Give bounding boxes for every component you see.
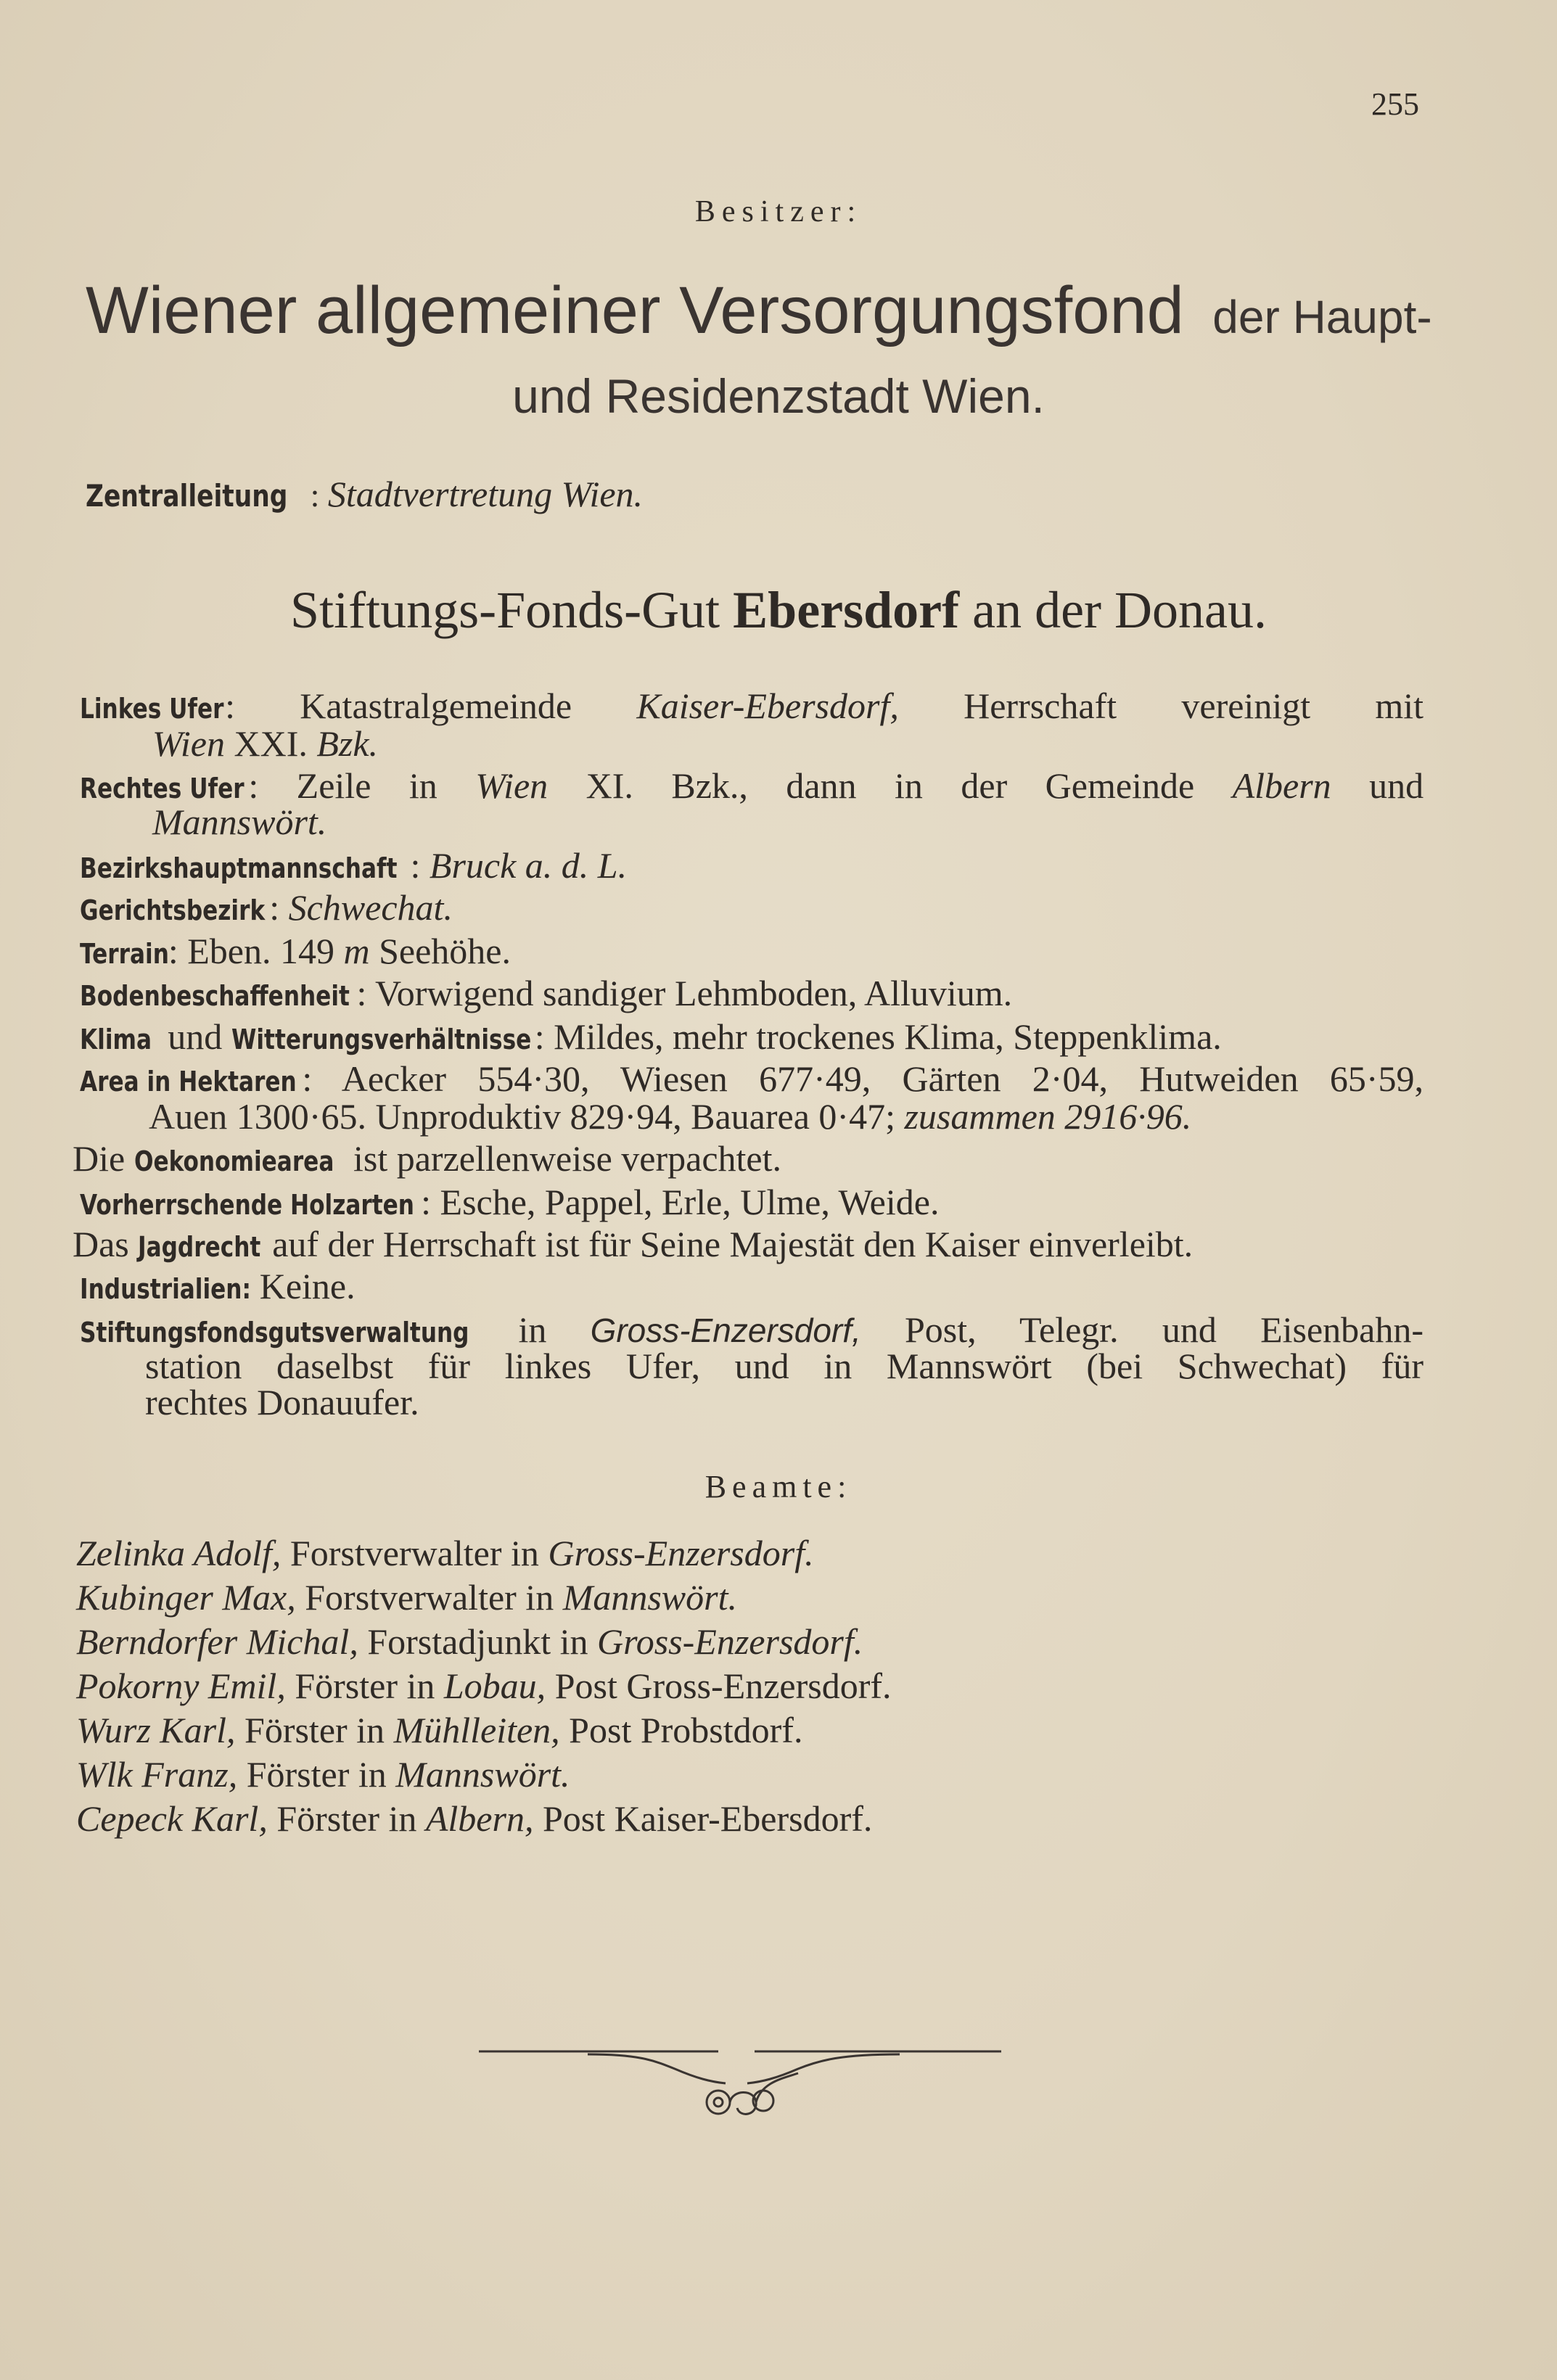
official-name: Kubinger Max, [76,1577,296,1618]
left-bank-text1: Katastralgemeinde [300,685,572,726]
climate-label-a: Klima [80,1024,152,1055]
left-bank-line2-bzk: Bzk. [316,723,379,764]
official-place: Lobau, [443,1665,546,1706]
estate-suffix: an der Donau. [959,581,1267,639]
right-bank-text2: in [408,765,437,806]
climate-value: Mildes, mehr trockenes Klima, Steppenklima. [554,1016,1222,1057]
area-colon: : [302,1058,313,1099]
area-label: Area in Hektaren [80,1066,297,1098]
industries-value: Keine. [259,1266,356,1306]
official-name: Wurz Karl, [76,1710,236,1750]
official-extra: Post Gross-Enzersdorf. [546,1665,892,1706]
court-district-value: Schwechat. [288,887,453,928]
soil-line [80,975,1012,1014]
district-office-value: Bruck a. d. L. [429,845,628,886]
terrain-line [80,933,511,972]
left-bank-line2 [152,725,378,762]
right-bank-label: Rechtes Ufer [80,773,245,804]
estate-name: Ebersdorf [733,581,960,639]
right-bank-place1: Wien [475,765,549,806]
estate-heading [0,580,1557,641]
area-item: Wiesen [620,1058,728,1099]
climate-label-and: und [158,1016,231,1057]
terrain-label: Terrain [80,938,169,970]
left-bank-text2: Herrschaft [964,685,1117,726]
right-bank-text4: Bzk., [671,765,748,806]
estate-prefix: Stiftungs-Fonds-Gut [290,581,734,639]
left-bank-text3: vereinigt [1181,685,1311,726]
owner-title-line2: und Residenzstadt Wien. [512,369,1045,423]
district-office-colon: : [410,845,430,886]
left-bank-place: Kaiser-Ebersdorf, [636,685,899,726]
climate-line [80,1018,1222,1058]
wood-value: Esche, Pappel, Erle, Ulme, Weide. [440,1182,940,1222]
area-total: zusammen 2916·96. [904,1096,1192,1137]
official-place: Mannswört. [562,1577,738,1618]
official-place: Mühlleiten, [393,1710,560,1750]
administration-line3: rechtes Donauufer. [145,1382,419,1422]
area-item: Gärten [902,1058,1001,1099]
hunting-text-b: auf der Herrschaft ist für Seine Majestät den Kaiser einverleibt. [263,1224,1194,1264]
owner-title-main: Wiener allgemeiner Versorgungsfond [86,273,1184,347]
area-line1 [80,1058,1424,1100]
administration-line1 [80,1309,1424,1351]
official-place: Albern, [425,1798,534,1839]
soil-value: Vorwigend sandiger Lehmboden, Alluvium. [375,973,1013,1013]
left-bank-text4: mit [1375,685,1424,726]
area-item: 65·59, [1329,1058,1424,1099]
left-bank-label: Linkes Ufer [80,693,224,725]
soil-colon: : [356,973,376,1013]
terrain-value-a: Eben. 149 [187,931,344,971]
court-district-colon: : [269,887,289,928]
wood-colon: : [421,1182,440,1222]
owner-label: Besitzer: [694,195,863,228]
left-bank-line2-place: Wien [152,723,225,764]
official-row [76,1756,892,1800]
official-place: Gross-Enzersdorf. [597,1621,863,1662]
officials-list [76,1535,892,1845]
wood-line [80,1184,939,1223]
central-label: Zentralleitung [86,478,288,514]
right-bank-text6: in [895,765,923,806]
district-office-line [80,847,627,886]
page-number: 255 [1371,86,1419,122]
hunting-bold: Jagdrecht [138,1231,261,1263]
economy-text-b: ist parzellenweise verpachtet. [344,1138,781,1179]
official-name: Wlk Franz, [76,1754,238,1795]
official-row [76,1623,892,1668]
owner-title-tail: der Haupt- [1212,291,1432,343]
industries-line [80,1268,356,1307]
official-row [76,1579,892,1623]
right-bank-text8: Gemeinde [1045,765,1195,806]
economy-line [73,1140,781,1179]
wood-label: Vorherrschende Holzarten [80,1189,414,1221]
official-name: Zelinka Adolf, [76,1533,282,1573]
left-bank-line2-text: XXI. [234,723,308,764]
official-place: Mannswört. [395,1754,570,1795]
district-office-label: Bezirkshauptmannschaft [80,852,398,884]
left-bank-colon: : [225,685,235,726]
right-bank-text1: Zeile [296,765,371,806]
right-bank-place2: Albern [1232,765,1331,806]
right-bank-text5: dann [786,765,857,806]
left-bank-line1 [80,685,1424,727]
hunting-text-a: Das [73,1224,139,1264]
official-extra: Post Kaiser-Ebersdorf. [533,1798,873,1839]
area-item: 677·49, [759,1058,871,1099]
end-ornament-icon [479,2038,1001,2140]
official-place: Gross-Enzersdorf. [548,1533,814,1573]
terrain-unit: m [343,931,370,971]
right-bank-text3: XI. [586,765,633,806]
soil-label: Bodenbeschaffenheit [80,980,350,1012]
official-name: Berndorfer Michal, [76,1621,358,1662]
terrain-value-b: Seehöhe. [369,931,511,971]
administration-place: Gross-Enzersdorf, [590,1312,861,1349]
owner-title [86,274,1432,353]
official-role: Förster in [235,1710,394,1750]
official-role: Förster in [237,1754,396,1795]
industries-label: Industrialien: [80,1273,251,1305]
court-district-line [80,889,453,928]
area-item: 2·04, [1032,1058,1108,1099]
court-district-label: Gerichtsbezirk [80,894,266,926]
official-row [76,1665,892,1712]
official-role: Förster in [285,1665,444,1706]
official-role: Forstverwalter in [281,1533,549,1573]
area-line2-text: Auen 1300·65. Unproduktiv 829·94, Bauarea 0·47; [149,1096,905,1137]
hunting-line [73,1226,1193,1265]
area-line2 [149,1098,1191,1135]
right-bank-text7: der [961,765,1008,806]
area-item: Aecker [341,1058,447,1099]
administration-line1-rest: Post, Telegr. und Eisenbahn- [905,1309,1424,1350]
economy-text-a: Die [73,1138,134,1179]
official-row [76,1800,892,1845]
official-row [76,1712,892,1756]
central-line [86,473,643,515]
right-bank-colon: : [248,765,259,806]
official-extra: Post Probstdorf. [559,1710,803,1750]
central-colon: : [310,477,328,514]
administration-in: in [518,1309,547,1350]
area-item: 554·30, [477,1058,590,1099]
right-bank-text9: und [1369,765,1424,806]
administration-label: Stiftungsfondsgutsverwaltung [80,1317,469,1348]
area-item: Hutweiden [1139,1058,1299,1099]
right-bank-line2: Mannswört. [152,802,327,842]
right-bank-line1 [80,767,1424,807]
official-name: Pokorny Emil, [76,1665,286,1706]
official-role: Förster in [267,1798,426,1839]
official-role: Forstadjunkt in [358,1621,598,1662]
climate-label-b: Witterungsverhältnisse [231,1024,532,1055]
terrain-colon: : [168,931,188,971]
economy-bold: Oekonomiearea [133,1145,334,1177]
official-row [76,1535,892,1579]
official-role: Forstverwalter in [295,1577,563,1618]
central-value: Stadtvertretung Wien. [327,474,644,514]
climate-colon: : [534,1016,554,1057]
administration-line2: station daselbst für linkes Ufer, und in Mannswört (bei Schwechat) für [145,1346,1424,1386]
officials-label: Beamte: [704,1469,853,1504]
official-name: Cepeck Karl, [76,1798,268,1839]
